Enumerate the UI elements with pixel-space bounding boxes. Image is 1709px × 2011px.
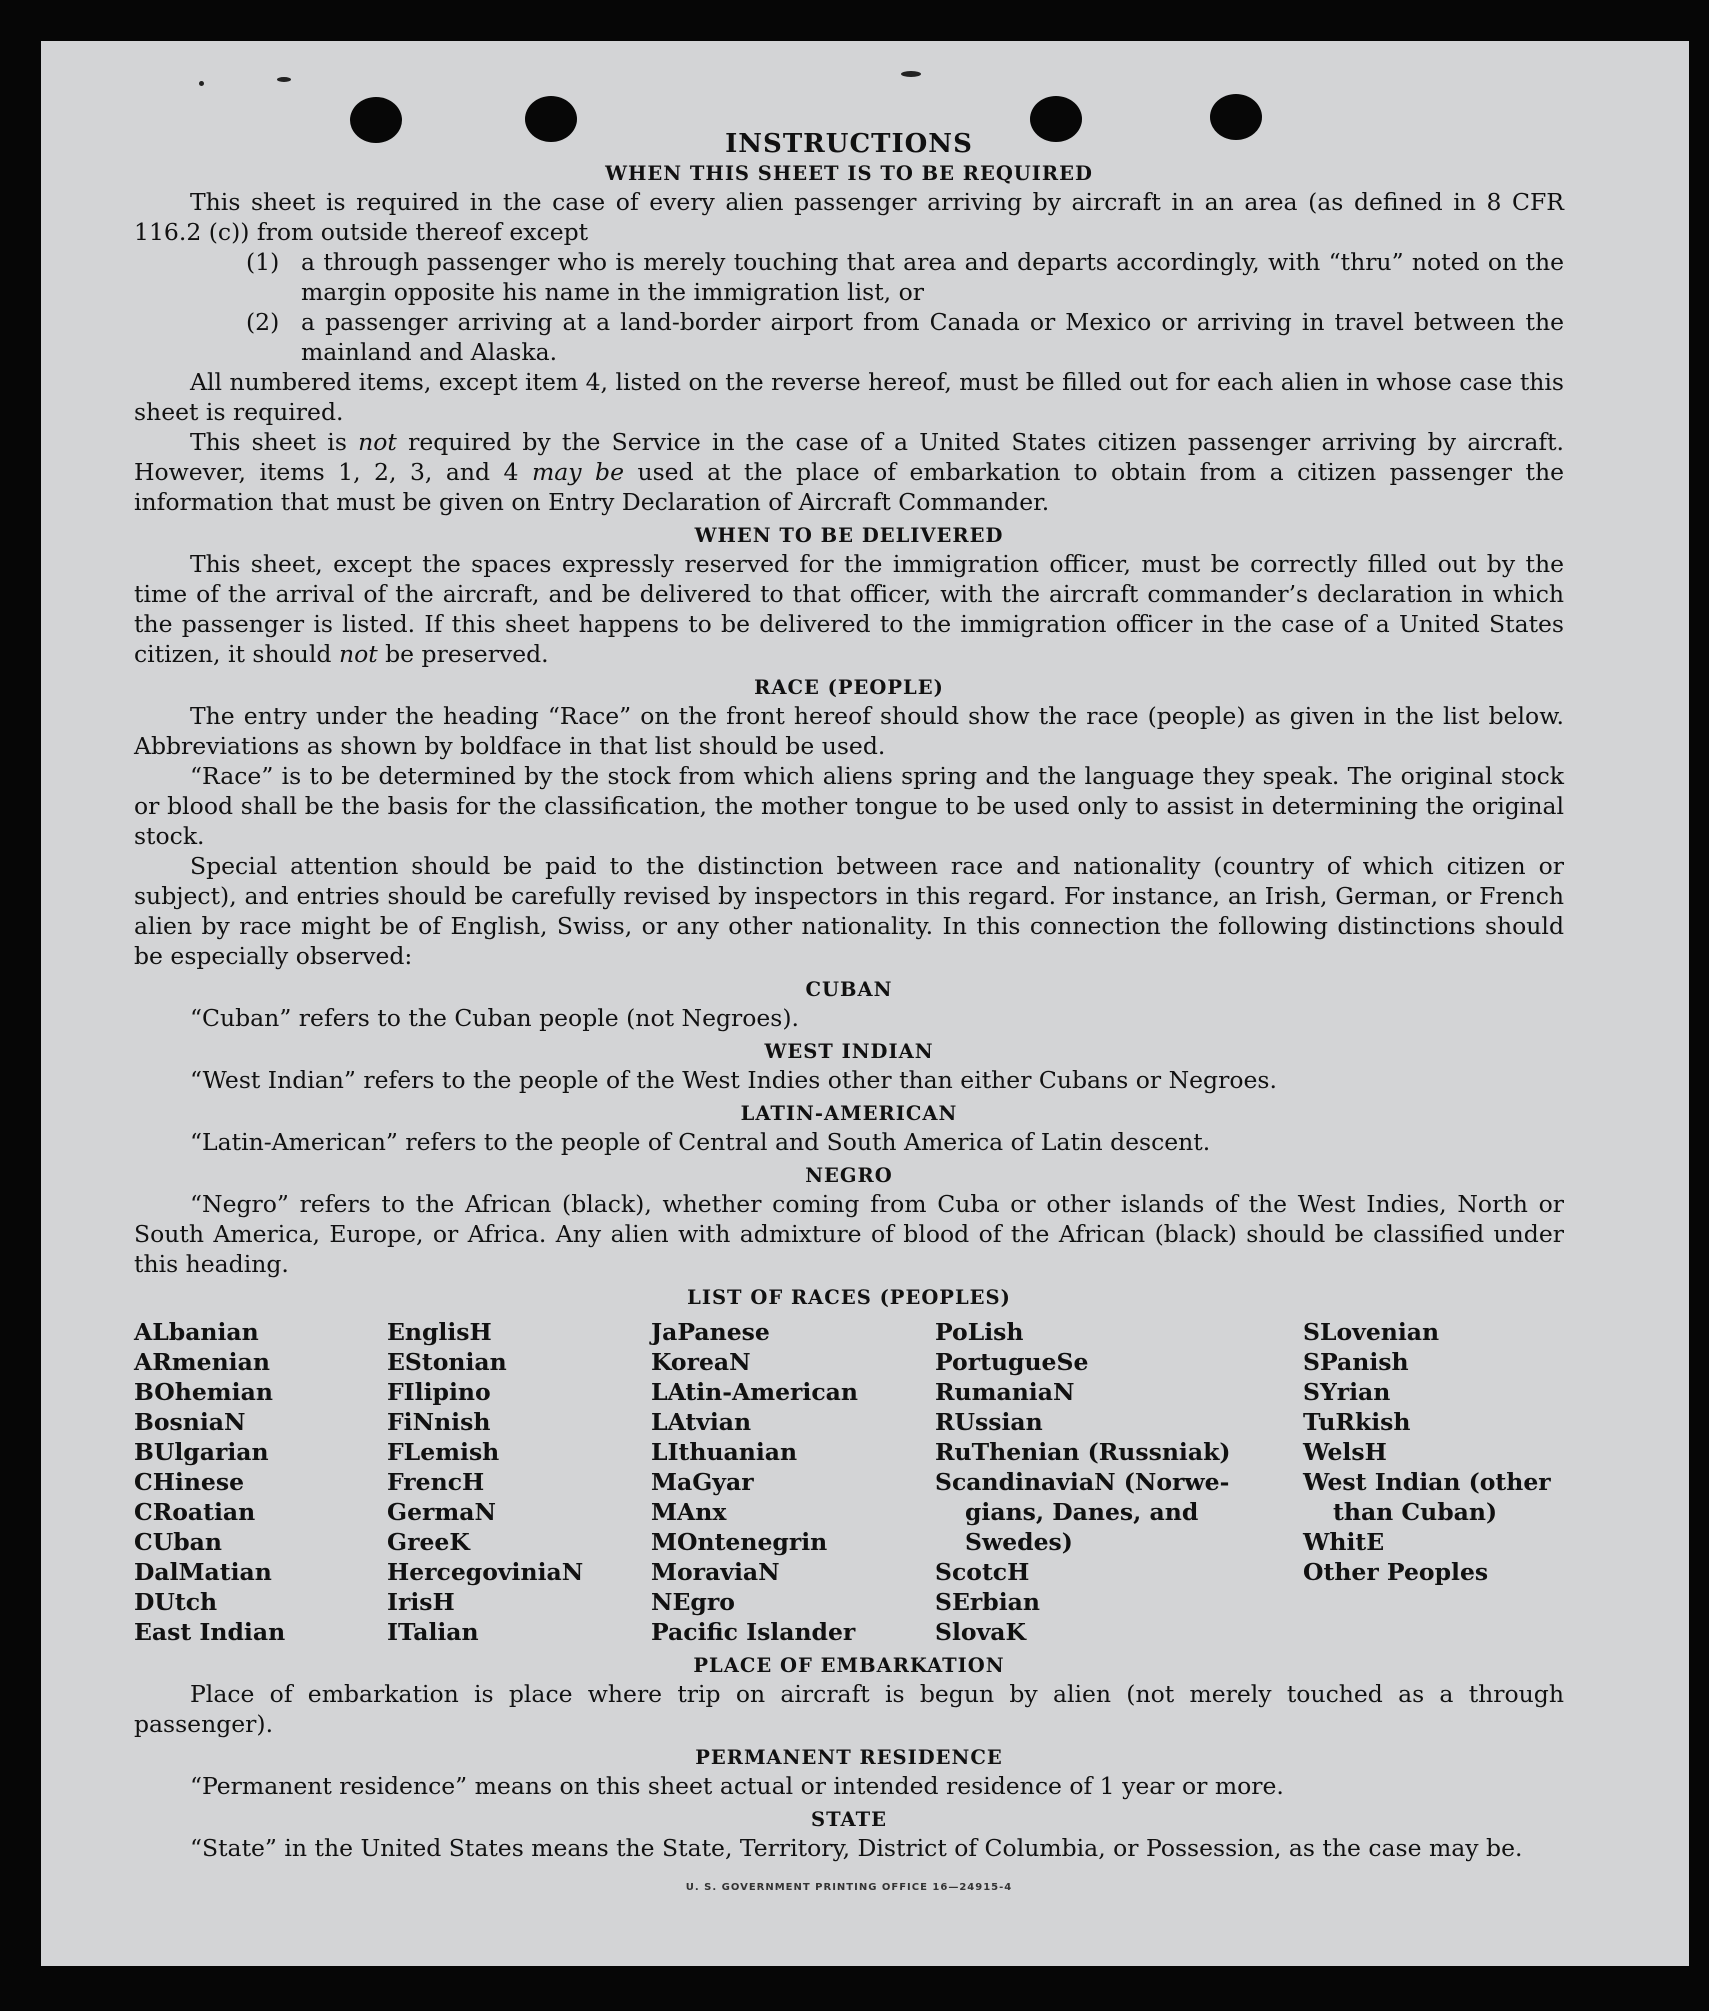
heading-state: STATE: [811, 1808, 887, 1831]
race-entry: NEgro: [651, 1588, 735, 1616]
race-entry: WhitE: [1303, 1528, 1385, 1556]
heading-embarkation: PLACE OF EMBARKATION: [693, 1654, 1005, 1677]
race-entry: CRoatian: [134, 1498, 256, 1526]
races-column-2: [387, 1317, 651, 1647]
race-entry: ALbanian: [134, 1318, 259, 1346]
races-column-5: [1303, 1317, 1564, 1647]
race-entry: MoraviaN: [651, 1558, 780, 1586]
race-entry: SYrian: [1303, 1378, 1391, 1406]
speck-mark: [277, 77, 291, 82]
race-entry: WelsH: [1303, 1438, 1387, 1466]
race-entry: EnglisH: [387, 1318, 492, 1346]
race-entry: BosniaN: [134, 1408, 246, 1436]
races-continuation: [1303, 1497, 1564, 1527]
race-entry: CHinese: [134, 1468, 245, 1496]
race-entry: BOhemian: [134, 1378, 273, 1406]
exception-text: a passenger arriving at a land-border airport from Canada or Mexico or arriving in travel between the mainland and Alaska.: [301, 308, 1564, 366]
race-entry: ARmenian: [134, 1348, 270, 1376]
paragraph-race-stock: “Race” is to be determined by the stock from which aliens spring and the language they speak. The original stock or blood shall be the basis for the classification, the mother tongue to be used only to assist in determining the original stock.: [134, 762, 1564, 850]
races-group: [1303, 1527, 1564, 1587]
instructions-content: [134, 83, 1564, 1903]
heading-when-required: WHEN THIS SHEET IS TO BE REQUIRED: [605, 162, 1093, 185]
exception-number: (1): [246, 248, 280, 276]
paragraph-race-nationality: Special attention should be paid to the distinction between race and nationality (country of which citizen or subject), and entries should be carefully revised by inspectors in this regard. For instance, an Irish, German, or French alien by race might be of English, Swiss, or any other nationality. In this connection the following distinctions should be especially observed:: [134, 852, 1564, 970]
heading-permanent-residence: PERMANENT RESIDENCE: [695, 1746, 1003, 1769]
paragraph-delivered: This sheet, except the spaces expressly reserved for the immigration officer, must be correctly filled out by the time of the arrival of the aircraft, and be delivered to that officer, with the aircraft commander’s declaration in which the passenger is listed. If this sheet happens to be delivered to the immigration officer in the case of a United States citizen, it should not be preserved.: [134, 550, 1564, 668]
paragraph-required: This sheet is required in the case of every alien passenger arriving by aircraft in an area (as defined in 8 CFR 116.2 (c)) from outside thereof except: [134, 188, 1564, 246]
race-entry: ScotcH: [935, 1558, 1030, 1586]
race-entry: ScandinaviaN (Norwe-: [935, 1468, 1230, 1496]
races-group: [1303, 1317, 1564, 1497]
heading-list-of-races: LIST OF RACES (PEOPLES): [687, 1286, 1011, 1309]
printing-office-imprint: U. S. GOVERNMENT PRINTING OFFICE 16—24915-4: [685, 1882, 1013, 1893]
races-list: [134, 1317, 1564, 1647]
race-entry: FLemish: [387, 1438, 500, 1466]
exception-item-2: [246, 307, 1564, 367]
document-sheet: [41, 41, 1689, 1966]
race-entry: West Indian (other: [1303, 1468, 1551, 1496]
race-entry: gians, Danes, and: [965, 1498, 1199, 1526]
race-entry: PoLish: [935, 1318, 1024, 1346]
races-group: [935, 1317, 1303, 1497]
races-continuation: [935, 1497, 1303, 1557]
race-entry: TuRkish: [1303, 1408, 1411, 1436]
heading-cuban: CUBAN: [805, 978, 893, 1001]
race-entry: SPanish: [1303, 1348, 1409, 1376]
paragraph-permanent-residence: “Permanent residence” means on this sheet actual or intended residence of 1 year or more.: [190, 1772, 1284, 1800]
race-entry: RUssian: [935, 1408, 1043, 1436]
paragraph-numbered-items: All numbered items, except item 4, listed on the reverse hereof, must be filled out for each alien in whose case this sheet is required.: [134, 368, 1564, 426]
races-column-1: [134, 1317, 387, 1647]
race-entry: ITalian: [387, 1618, 479, 1646]
heading-latin-american: LATIN-AMERICAN: [740, 1102, 958, 1125]
races-group: [935, 1557, 1303, 1647]
race-entry: than Cuban): [1333, 1498, 1498, 1526]
race-entry: LIthuanian: [651, 1438, 798, 1466]
race-entry: GreeK: [387, 1528, 470, 1556]
race-entry: EStonian: [387, 1348, 507, 1376]
paragraph-state: “State” in the United States means the State, Territory, District of Columbia, or Possession, as the case may be.: [190, 1834, 1523, 1862]
heading-when-delivered: WHEN TO BE DELIVERED: [694, 524, 1004, 547]
race-entry: SErbian: [935, 1588, 1040, 1616]
heading-west-indian: WEST INDIAN: [764, 1040, 934, 1063]
paragraph-citizen: This sheet is not required by the Service in the case of a United States citizen passenger arriving by aircraft. However, items 1, 2, 3, and 4 may be used at the place of embarkation to obtain from a citizen passenger the information that must be given on Entry Declaration of Aircraft Commander.: [134, 428, 1565, 516]
race-entry: FiNnish: [387, 1408, 491, 1436]
race-entry: Other Peoples: [1303, 1558, 1489, 1586]
race-entry: DUtch: [134, 1588, 218, 1616]
race-entry: GermaN: [387, 1498, 496, 1526]
race-entry: BUlgarian: [134, 1438, 269, 1466]
race-entry: MOntenegrin: [651, 1528, 828, 1556]
race-entry: PortugueSe: [935, 1348, 1089, 1376]
exception-number: (2): [246, 308, 280, 336]
race-entry: Swedes): [965, 1528, 1073, 1556]
race-entry: RuThenian (Russniak): [935, 1438, 1231, 1466]
paragraph-race-entry: The entry under the heading “Race” on the front hereof should show the race (people) as given in the list below. Abbreviations as shown by boldface in that list should be used.: [134, 702, 1564, 760]
paragraph-west-indian: “West Indian” refers to the people of the West Indies other than either Cubans or Negroes.: [190, 1066, 1277, 1094]
instructions-title: INSTRUCTIONS: [725, 129, 973, 159]
race-entry: FIlipino: [387, 1378, 491, 1406]
race-entry: Pacific Islander: [651, 1618, 856, 1646]
race-entry: MAnx: [651, 1498, 727, 1526]
race-entry: East Indian: [134, 1618, 286, 1646]
races-column-3: [651, 1317, 935, 1647]
paragraph-latin-american: “Latin-American” refers to the people of Central and South America of Latin descent.: [190, 1128, 1211, 1156]
races-column-4: [935, 1317, 1303, 1647]
race-entry: SLovenian: [1303, 1318, 1440, 1346]
race-entry: DalMatian: [134, 1558, 272, 1586]
paragraph-cuban: “Cuban” refers to the Cuban people (not Negroes).: [190, 1004, 800, 1032]
race-entry: JaPanese: [651, 1318, 770, 1346]
race-entry: RumaniaN: [935, 1378, 1075, 1406]
exception-text: a through passenger who is merely touching that area and departs accordingly, with “thru” noted on the margin opposite his name in the immigration list, or: [301, 248, 1564, 306]
paragraph-embarkation: Place of embarkation is place where trip on aircraft is begun by alien (not merely touched as a through passenger).: [134, 1680, 1564, 1738]
heading-race: RACE (PEOPLE): [754, 676, 944, 699]
paragraph-negro: “Negro” refers to the African (black), whether coming from Cuba or other islands of the West Indies, North or South America, Europe, or Africa. Any alien with admixture of blood of the African (black) should be classified under this heading.: [134, 1190, 1564, 1278]
speck-mark: [901, 71, 921, 77]
race-entry: SlovaK: [935, 1618, 1026, 1646]
race-entry: MaGyar: [651, 1468, 754, 1496]
race-entry: HercegoviniaN: [387, 1558, 584, 1586]
race-entry: IrisH: [387, 1588, 455, 1616]
race-entry: FrencH: [387, 1468, 485, 1496]
race-entry: LAtin-American: [651, 1378, 858, 1406]
exception-item-1: [246, 247, 1564, 307]
race-entry: KoreaN: [651, 1348, 751, 1376]
race-entry: LAtvian: [651, 1408, 752, 1436]
race-entry: CUban: [134, 1528, 222, 1556]
heading-negro: NEGRO: [805, 1164, 893, 1187]
